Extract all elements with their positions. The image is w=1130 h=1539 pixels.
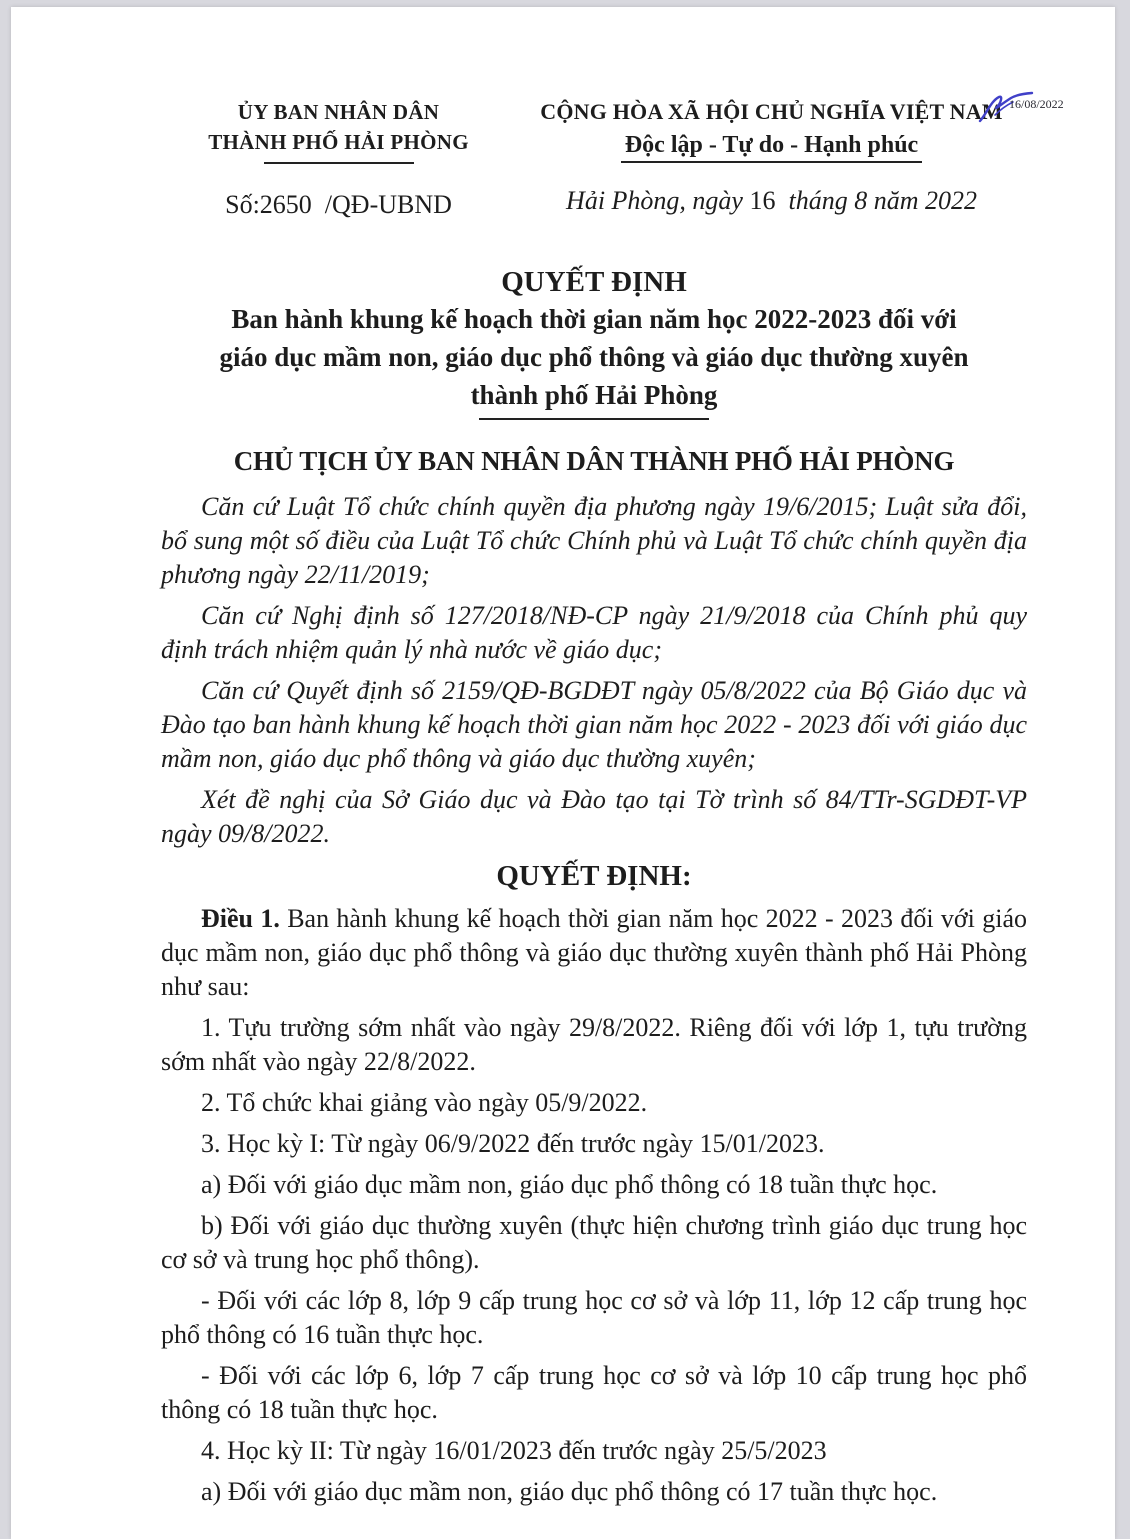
chairman-heading: CHỦ TỊCH ỦY BAN NHÂN DÂN THÀNH PHỐ HẢI PHÒNG [233,446,955,476]
national-motto-block [516,97,1027,216]
body-item: 2. Tổ chức khai giảng vào ngày 05/9/2022. [201,1088,648,1117]
national-motto [516,129,1027,164]
date-prefix: Hải Phòng, ngày [566,186,750,215]
authority-name-line1: ỦY BAN NHÂN DÂN [237,100,440,124]
preamble-paragraph: Căn cứ Nghị định số 127/2018/NĐ-CP ngày 21/9/2018 của Chính phủ quy định trách nhiệm quản lý nhà nước về giáo dục; [161,601,1027,664]
place-and-date [516,186,1027,216]
document-header [161,97,1027,220]
issuing-authority-block [161,97,516,220]
authority-name-line2: THÀNH PHỐ HẢI PHÒNG [208,130,469,154]
article-1-text: Ban hành khung kế hoạch thời gian năm học 2022 - 2023 đối với giáo dục mầm non, giáo dục phổ thông và giáo dục thường xuyên thành phố Hải Phòng như sau: [161,904,1027,1001]
national-motto-text: Độc lập - Tự do - Hạnh phúc [621,132,922,163]
preamble-paragraph: Căn cứ Quyết định số 2159/QĐ-BGDĐT ngày 05/8/2022 của Bộ Giáo dục và Đào tạo ban hành khung kế hoạch thời gian năm học 2022 - 2023 đối với giáo dục mầm non, giáo dục phổ thông và giáo dục thường xuyên; [161,676,1027,773]
body-item: - Đối với các lớp 8, lớp 9 cấp trung học cơ sở và lớp 11, lớp 12 cấp trung học phổ thông có 16 tuần thực học. [161,1286,1027,1349]
article-1-label: Điều 1. [201,904,280,933]
body-item: a) Đối với giáo dục mầm non, giáo dục phổ thông có 17 tuần thực học. [201,1477,938,1506]
document-body [161,490,1027,1509]
document-subtitle-line3: thành phố Hải Phòng [470,380,718,410]
annotation-stamp [977,91,1087,127]
preamble-paragraph: Xét đề nghị của Sở Giáo dục và Đào tạo tại Tờ trình số 84/TTr-SGDĐT-VP ngày 09/8/2022. [161,785,1027,848]
document-page [11,7,1115,1539]
authority-underline [264,162,414,164]
decision-heading: QUYẾT ĐỊNH: [496,860,692,892]
stamp-date-text: 16/08/2022 [1009,97,1064,111]
preamble-paragraph: Căn cứ Luật Tổ chức chính quyền địa phương ngày 19/6/2015; Luật sửa đổi, bổ sung một số điều của Luật Tổ chức Chính phủ và Luật Tổ chức chính quyền địa phương ngày 22/11/2019; [161,492,1027,589]
title-underline [479,418,709,420]
body-item: 1. Tựu trường sớm nhất vào ngày 29/8/2022. Riêng đối với lớp 1, tựu trường sớm nhất vào ngày 22/8/2022. [161,1013,1027,1076]
document-title: QUYẾT ĐỊNH [501,266,687,298]
body-item: 3. Học kỳ I: Từ ngày 06/9/2022 đến trước ngày 15/01/2023. [201,1129,825,1158]
national-title: CỘNG HÒA XÃ HỘI CHỦ NGHĨA VIỆT NAM [540,99,1003,124]
document-subtitle-line1: Ban hành khung kế hoạch thời gian năm học 2022-2023 đối với [231,304,957,334]
date-day: 16 [749,186,776,215]
document-subtitle-line2: giáo dục mầm non, giáo dục phổ thông và giáo dục thường xuyên [219,342,969,372]
document-number: Số:2650 /QĐ-UBND [225,190,452,219]
body-item: 4. Học kỳ II: Từ ngày 16/01/2023 đến trước ngày 25/5/2023 [201,1436,827,1465]
body-item: b) Đối với giáo dục thường xuyên (thực hiện chương trình giáo dục trung học cơ sở và trung học phổ thông). [161,1211,1027,1274]
body-item: a) Đối với giáo dục mầm non, giáo dục phổ thông có 18 tuần thực học. [201,1170,938,1199]
body-item: - Đối với các lớp 6, lớp 7 cấp trung học cơ sở và lớp 10 cấp trung học phổ thông có 18 tuần thực học. [161,1361,1027,1424]
date-suffix: tháng 8 năm 2022 [775,186,977,215]
article-1-paragraph [161,902,1027,1004]
